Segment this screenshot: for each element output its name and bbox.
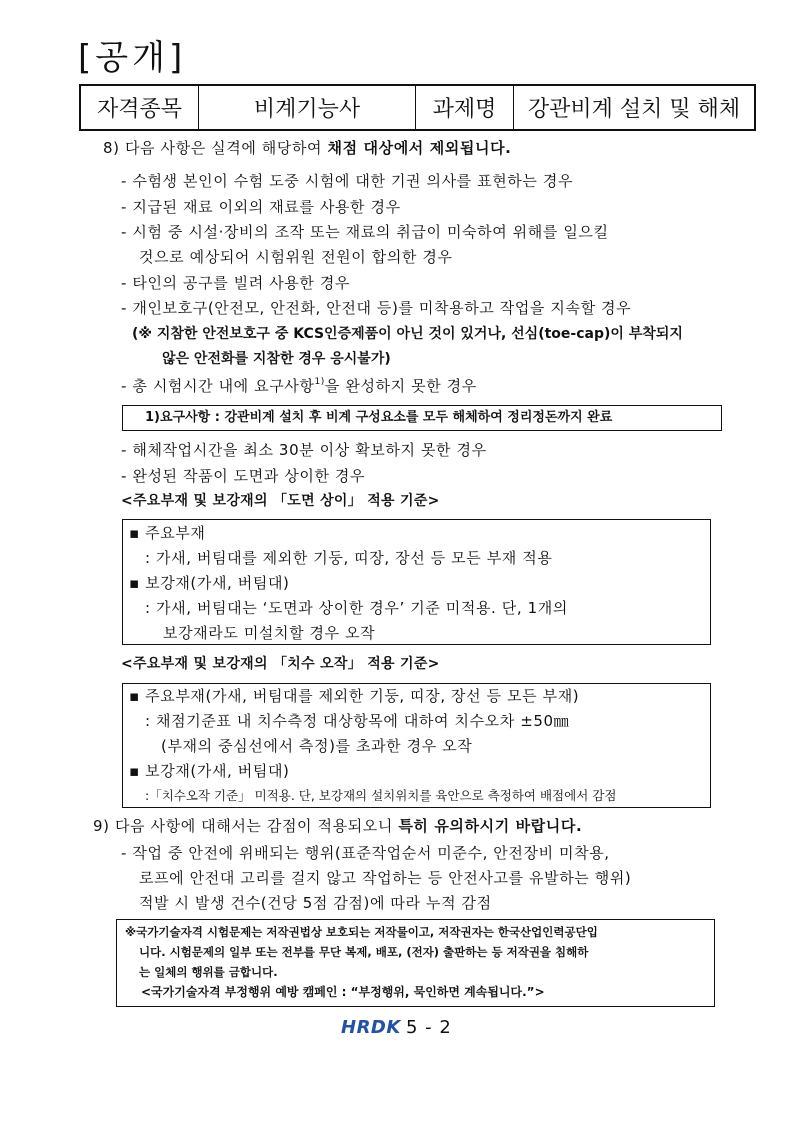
- copyright-line: 는 일체의 행위를 금합니다.: [139, 965, 278, 979]
- item9-intro: 9) 다음 사항에 대해서는 감점이 적용되오니 특히 유의하시기 바랍니다.: [93, 817, 583, 835]
- safety-note-continued: 않은 안전화를 지참한 경우 응시불가): [162, 351, 391, 367]
- item8-intro-emphasis: 채점 대상에서 제외됩니다.: [327, 139, 512, 157]
- value-qualification: 비계기능사: [199, 86, 416, 129]
- section-b-heading: <주요부재 및 보강재의 「치수 오작」 적용 기준>: [121, 656, 440, 672]
- item8-bullet: - 해체작업시간을 최소 30분 이상 확보하지 못한 경우: [121, 441, 487, 459]
- safety-note: (※ 지참한 안전보호구 중 KCS인증제품이 아닌 것이 있거나, 선심(toe-cap)이 부착되지: [132, 326, 683, 342]
- item8-bullet: - 시험 중 시설·장비의 조작 또는 재료의 취급이 미숙하여 위해를 일으킬: [121, 223, 609, 241]
- requirement-box: [122, 405, 722, 431]
- page-number: 5 - 2: [406, 1017, 452, 1038]
- item8-intro: 8) 다음 사항은 실격에 해당하여 채점 대상에서 제외됩니다.: [103, 139, 512, 157]
- section-a-line: ▪ 보강재(가새, 버팀대): [129, 574, 290, 592]
- copyright-box: [116, 919, 715, 1007]
- section-b-line: ▪ 주요부재(가새, 버팀대를 제외한 기둥, 띠장, 장선 등 모든 부재): [129, 687, 580, 705]
- section-b-box: [122, 683, 711, 808]
- section-b-line: : 채점기준표 내 치수측정 대상항목에 대하여 치수오차 ±50㎜: [145, 712, 570, 730]
- item8-bullet-continued: 것으로 예상되어 시험위원 전원이 합의한 경우: [139, 248, 453, 266]
- section-b-line: ▪ 보강재(가새, 버팀대): [129, 762, 290, 780]
- item9-line: 적발 시 발생 건수(건당 5점 감점)에 따라 누적 감점: [139, 894, 492, 912]
- section-a-line: ▪ 주요부재: [129, 524, 206, 542]
- item8-bullet: - 완성된 작품이 도면과 상이한 경우: [121, 467, 366, 485]
- section-b-line: (부재의 중심선에서 측정)를 초과한 경우 오작: [161, 737, 473, 755]
- section-a-line: : 가새, 버팀대는 ‘도면과 상이한 경우’ 기준 미적용. 단, 1개의: [145, 599, 568, 617]
- item8-bullet: - 타인의 공구를 빌려 사용한 경우: [121, 274, 351, 292]
- info-table: [79, 84, 756, 131]
- label-qualification: 자격종목: [81, 86, 199, 129]
- section-a-heading: <주요부재 및 보강재의 「도면 상이」 적용 기준>: [121, 493, 440, 509]
- item8-bullet: - 지급된 재료 이외의 재료를 사용한 경우: [121, 198, 401, 216]
- copyright-line: ※국가기술자격 시험문제는 저작권법상 보호되는 저작물이고, 저작권자는 한국산업인력공단입: [125, 925, 598, 939]
- item9-intro-emphasis: 특히 유의하시기 바랍니다.: [398, 817, 583, 835]
- section-a-line: 보강재라도 미설치할 경우 오작: [163, 624, 376, 642]
- value-task: 강관비계 설치 및 해체: [527, 97, 741, 122]
- footnote-marker: 1): [314, 377, 325, 387]
- page-header: [공개]: [78, 38, 187, 78]
- item9-line: 로프에 안전대 고리를 걸지 않고 작업하는 등 안전사고를 유발하는 행위): [139, 869, 632, 887]
- copyright-line: 니다. 시험문제의 일부 또는 전부를 무단 복제, 배포, (전자) 출판하는 등 저작권을 침해하: [139, 945, 589, 959]
- campaign-line: <국가기술자격 부정행위 예방 캠페인 : “부정행위, 묵인하면 계속됩니다.”>: [141, 985, 545, 999]
- item8-bullet: - 개인보호구(안전모, 안전화, 안전대 등)를 미착용하고 작업을 지속할 경우: [121, 299, 632, 317]
- hrdk-logo: HRDK: [341, 1017, 401, 1038]
- item9-line: - 작업 중 안전에 위배되는 행위(표준작업순서 미준수, 안전장비 미착용,: [121, 844, 610, 862]
- time-limit-bullet: - 총 시험시간 내에 요구사항$^{1)}$을 완성하지 못한 경우: [121, 377, 477, 395]
- item8-bullet: - 수험생 본인이 수험 도중 시험에 대한 기권 의사를 표현하는 경우: [121, 172, 574, 190]
- requirement-text: 1)요구사항 : 강관비계 설치 후 비계 구성요소를 모두 해체하여 정리정돈까지 완료: [145, 410, 613, 425]
- section-a-line: : 가새, 버팀대를 제외한 기둥, 띠장, 장선 등 모든 부재 적용: [145, 549, 553, 567]
- label-task: 과제명: [416, 86, 514, 129]
- section-b-line: :「치수오작 기준」 미적용. 단, 보강재의 설치위치를 육안으로 측정하여 배점에서 감점: [145, 788, 617, 803]
- section-a-box: [122, 519, 711, 645]
